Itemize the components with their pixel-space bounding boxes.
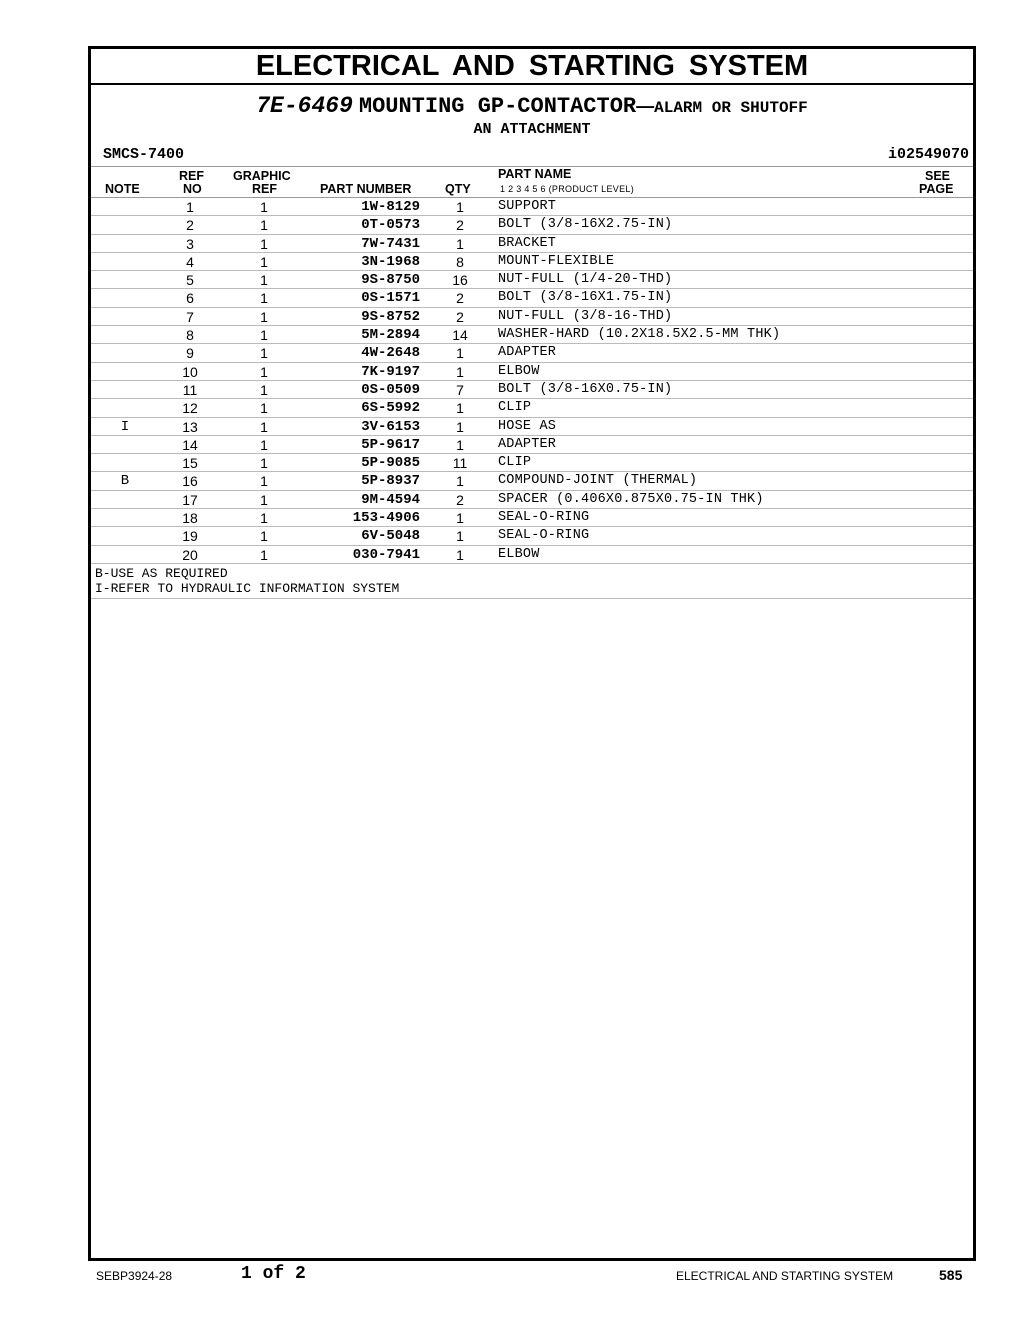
page-footer [0, 1264, 1020, 1288]
section-title: ELECTRICAL AND STARTING SYSTEM [91, 49, 973, 85]
part-name-cell: BOLT (3/8-16X2.75-IN) [498, 217, 673, 233]
table-row [91, 235, 973, 253]
table-row [91, 509, 973, 527]
table-row [91, 344, 973, 362]
parts-page-frame [88, 46, 976, 1261]
qty-cell: 2 [456, 491, 464, 508]
table-row [91, 253, 973, 271]
part-name-cell: SEAL-O-RING [498, 528, 590, 544]
part-number-cell: 4W-2648 [361, 345, 420, 362]
part-name-cell: WASHER-HARD (10.2X18.5X2.5-MM THK) [498, 327, 781, 343]
col-ref-bottom: NO [183, 182, 202, 196]
part-number-cell: 6S-5992 [361, 400, 420, 417]
qty-cell: 1 [456, 363, 464, 380]
part-number-cell: 5P-8937 [361, 473, 420, 490]
ref-no-cell: 9 [186, 345, 194, 362]
part-number-cell: 7K-9197 [361, 363, 420, 380]
part-number-cell: 0T-0573 [361, 217, 420, 234]
ref-no-cell: 11 [182, 381, 198, 398]
part-number-cell: 3V-6153 [361, 418, 420, 435]
qty-cell: 2 [456, 308, 464, 325]
meta-row [91, 144, 973, 167]
qty-cell: 7 [456, 381, 464, 398]
col-ref-top: REF [179, 169, 204, 183]
part-number-cell: 5P-9617 [361, 436, 420, 453]
graphic-ref-cell: 1 [260, 381, 268, 398]
table-row [91, 399, 973, 417]
ref-no-cell: 12 [182, 400, 198, 417]
qty-cell: 1 [456, 199, 464, 215]
table-row [91, 527, 973, 545]
graphic-ref-cell: 1 [260, 418, 268, 435]
note-cell: B [120, 473, 130, 490]
part-name-cell: NUT-FULL (3/8-16-THD) [498, 308, 673, 324]
table-row [91, 308, 973, 326]
col-part-name: PART NAME [498, 167, 572, 181]
ref-no-cell: 2 [186, 217, 194, 234]
part-name-cell: BRACKET [498, 235, 557, 251]
table-row [91, 363, 973, 381]
smcs-code: SMCS-7400 [103, 146, 185, 163]
col-graphic-top: GRAPHIC [233, 169, 291, 183]
ref-no-cell: 4 [186, 253, 194, 270]
graphic-ref-cell: 1 [260, 308, 268, 325]
qty-cell: 11 [452, 455, 468, 472]
table-row [91, 271, 973, 289]
table-row [91, 198, 973, 216]
ref-no-cell: 8 [186, 327, 194, 344]
qty-cell: 1 [456, 473, 464, 490]
part-name-cell: COMPOUND-JOINT (THERMAL) [498, 473, 698, 489]
ref-no-cell: 6 [186, 290, 194, 307]
table-row [91, 454, 973, 472]
ref-no-cell: 10 [182, 363, 198, 380]
qty-cell: 1 [456, 436, 464, 453]
ref-no-cell: 15 [182, 455, 198, 472]
graphic-ref-cell: 1 [260, 327, 268, 344]
table-row [91, 472, 973, 490]
part-name-cell: SUPPORT [498, 199, 557, 214]
qty-cell: 1 [456, 345, 464, 362]
graphic-ref-cell: 1 [260, 436, 268, 453]
graphic-ref-cell: 1 [260, 290, 268, 307]
col-see-bottom: PAGE [919, 182, 954, 196]
note-line: B-USE AS REQUIRED [95, 565, 228, 581]
graphic-ref-cell: 1 [260, 510, 268, 527]
qty-cell: 8 [456, 253, 464, 270]
ref-no-cell: 16 [182, 473, 198, 490]
qty-cell: 1 [456, 546, 464, 563]
part-number-cell: 0S-0509 [361, 381, 420, 398]
qty-cell: 1 [456, 418, 464, 435]
note-line: I-REFER TO HYDRAULIC INFORMATION SYSTEM [95, 580, 400, 596]
table-row [91, 436, 973, 454]
col-see-top: SEE [925, 169, 951, 183]
ref-no-cell: 20 [182, 546, 198, 563]
ref-no-cell: 19 [182, 528, 198, 545]
graphic-ref-cell: 1 [260, 363, 268, 380]
graphic-ref-cell: 1 [260, 199, 268, 215]
table-row [91, 418, 973, 436]
ref-no-cell: 5 [186, 272, 194, 289]
group-part-number: 7E-6469 [256, 93, 353, 119]
part-name-cell: SEAL-O-RING [498, 510, 590, 526]
graphic-ref-cell: 1 [260, 272, 268, 289]
table-row [91, 546, 973, 564]
footer-page-of: 1 of 2 [241, 1264, 306, 1284]
ref-no-cell: 3 [186, 235, 194, 252]
note-cell: I [120, 418, 130, 435]
col-product-level: 1 2 3 4 5 6 (PRODUCT LEVEL) [500, 184, 634, 194]
ref-no-cell: 14 [182, 436, 198, 453]
part-number-cell: 3N-1968 [361, 253, 420, 270]
part-name-cell: CLIP [498, 400, 532, 416]
group-qualifier: ALARM OR SHUTOFF [654, 99, 808, 117]
ref-no-cell: 18 [182, 510, 198, 527]
graphic-ref-cell: 1 [260, 253, 268, 270]
table-row [91, 326, 973, 344]
graphic-ref-cell: 1 [260, 546, 268, 563]
part-number-cell: 030-7941 [352, 546, 420, 563]
title-dash: — [636, 96, 655, 116]
part-number-cell: 6V-5048 [361, 528, 420, 545]
table-row [91, 216, 973, 234]
part-number-cell: 9M-4594 [361, 491, 420, 508]
ref-no-cell: 1 [186, 199, 194, 215]
part-number-cell: 0S-1571 [361, 290, 420, 307]
graphic-ref-cell: 1 [260, 217, 268, 234]
part-name-cell: ADAPTER [498, 345, 557, 361]
qty-cell: 1 [456, 235, 464, 252]
graphic-ref-cell: 1 [260, 345, 268, 362]
part-name-cell: HOSE AS [498, 418, 557, 434]
ref-no-cell: 7 [186, 308, 194, 325]
col-graphic-bottom: REF [252, 182, 277, 196]
qty-cell: 1 [456, 510, 464, 527]
graphic-ref-cell: 1 [260, 455, 268, 472]
part-number-cell: 9S-8750 [361, 272, 420, 289]
table-header [91, 167, 973, 198]
graphic-ref-cell: 1 [260, 235, 268, 252]
table-row [91, 289, 973, 307]
col-qty: QTY [445, 182, 471, 196]
graphic-ref-cell: 1 [260, 400, 268, 417]
qty-cell: 1 [456, 400, 464, 417]
part-name-cell: SPACER (0.406X0.875X0.75-IN THK) [498, 491, 764, 507]
notes-section [91, 564, 973, 599]
col-note: NOTE [105, 182, 140, 196]
qty-cell: 1 [456, 528, 464, 545]
illustration-id: i02549070 [887, 146, 969, 163]
col-part-number: PART NUMBER [320, 182, 412, 196]
table-row [91, 491, 973, 509]
qty-cell: 2 [456, 217, 464, 234]
part-number-cell: 5M-2894 [361, 327, 420, 344]
graphic-ref-cell: 1 [260, 473, 268, 490]
part-number-cell: 153-4906 [352, 510, 420, 527]
part-number-cell: 5P-9085 [361, 455, 420, 472]
group-name: MOUNTING GP-CONTACTOR [358, 94, 637, 119]
graphic-ref-cell: 1 [260, 528, 268, 545]
footer-doc-id: SEBP3924-28 [96, 1269, 173, 1283]
footer-section: ELECTRICAL AND STARTING SYSTEM [676, 1269, 894, 1283]
group-title [91, 95, 973, 119]
part-name-cell: ELBOW [498, 363, 540, 379]
part-number-cell: 9S-8752 [361, 308, 420, 325]
part-name-cell: ELBOW [498, 546, 540, 562]
qty-cell: 2 [456, 290, 464, 307]
ref-no-cell: 13 [182, 418, 198, 435]
part-number-cell: 7W-7431 [361, 235, 420, 252]
part-name-cell: BOLT (3/8-16X0.75-IN) [498, 381, 673, 397]
parts-table-body [91, 198, 973, 564]
part-name-cell: BOLT (3/8-16X1.75-IN) [498, 290, 673, 306]
part-name-cell: CLIP [498, 455, 532, 471]
part-name-cell: ADAPTER [498, 436, 557, 452]
qty-cell: 14 [452, 327, 468, 344]
table-row [91, 381, 973, 399]
qty-cell: 16 [452, 272, 468, 289]
footer-page-number: 585 [939, 1267, 963, 1283]
part-number-cell: 1W-8129 [361, 199, 420, 215]
graphic-ref-cell: 1 [260, 491, 268, 508]
ref-no-cell: 17 [182, 491, 198, 508]
attachment-label: AN ATTACHMENT [473, 121, 591, 138]
part-name-cell: MOUNT-FLEXIBLE [498, 253, 615, 269]
part-name-cell: NUT-FULL (1/4-20-THD) [498, 272, 673, 288]
